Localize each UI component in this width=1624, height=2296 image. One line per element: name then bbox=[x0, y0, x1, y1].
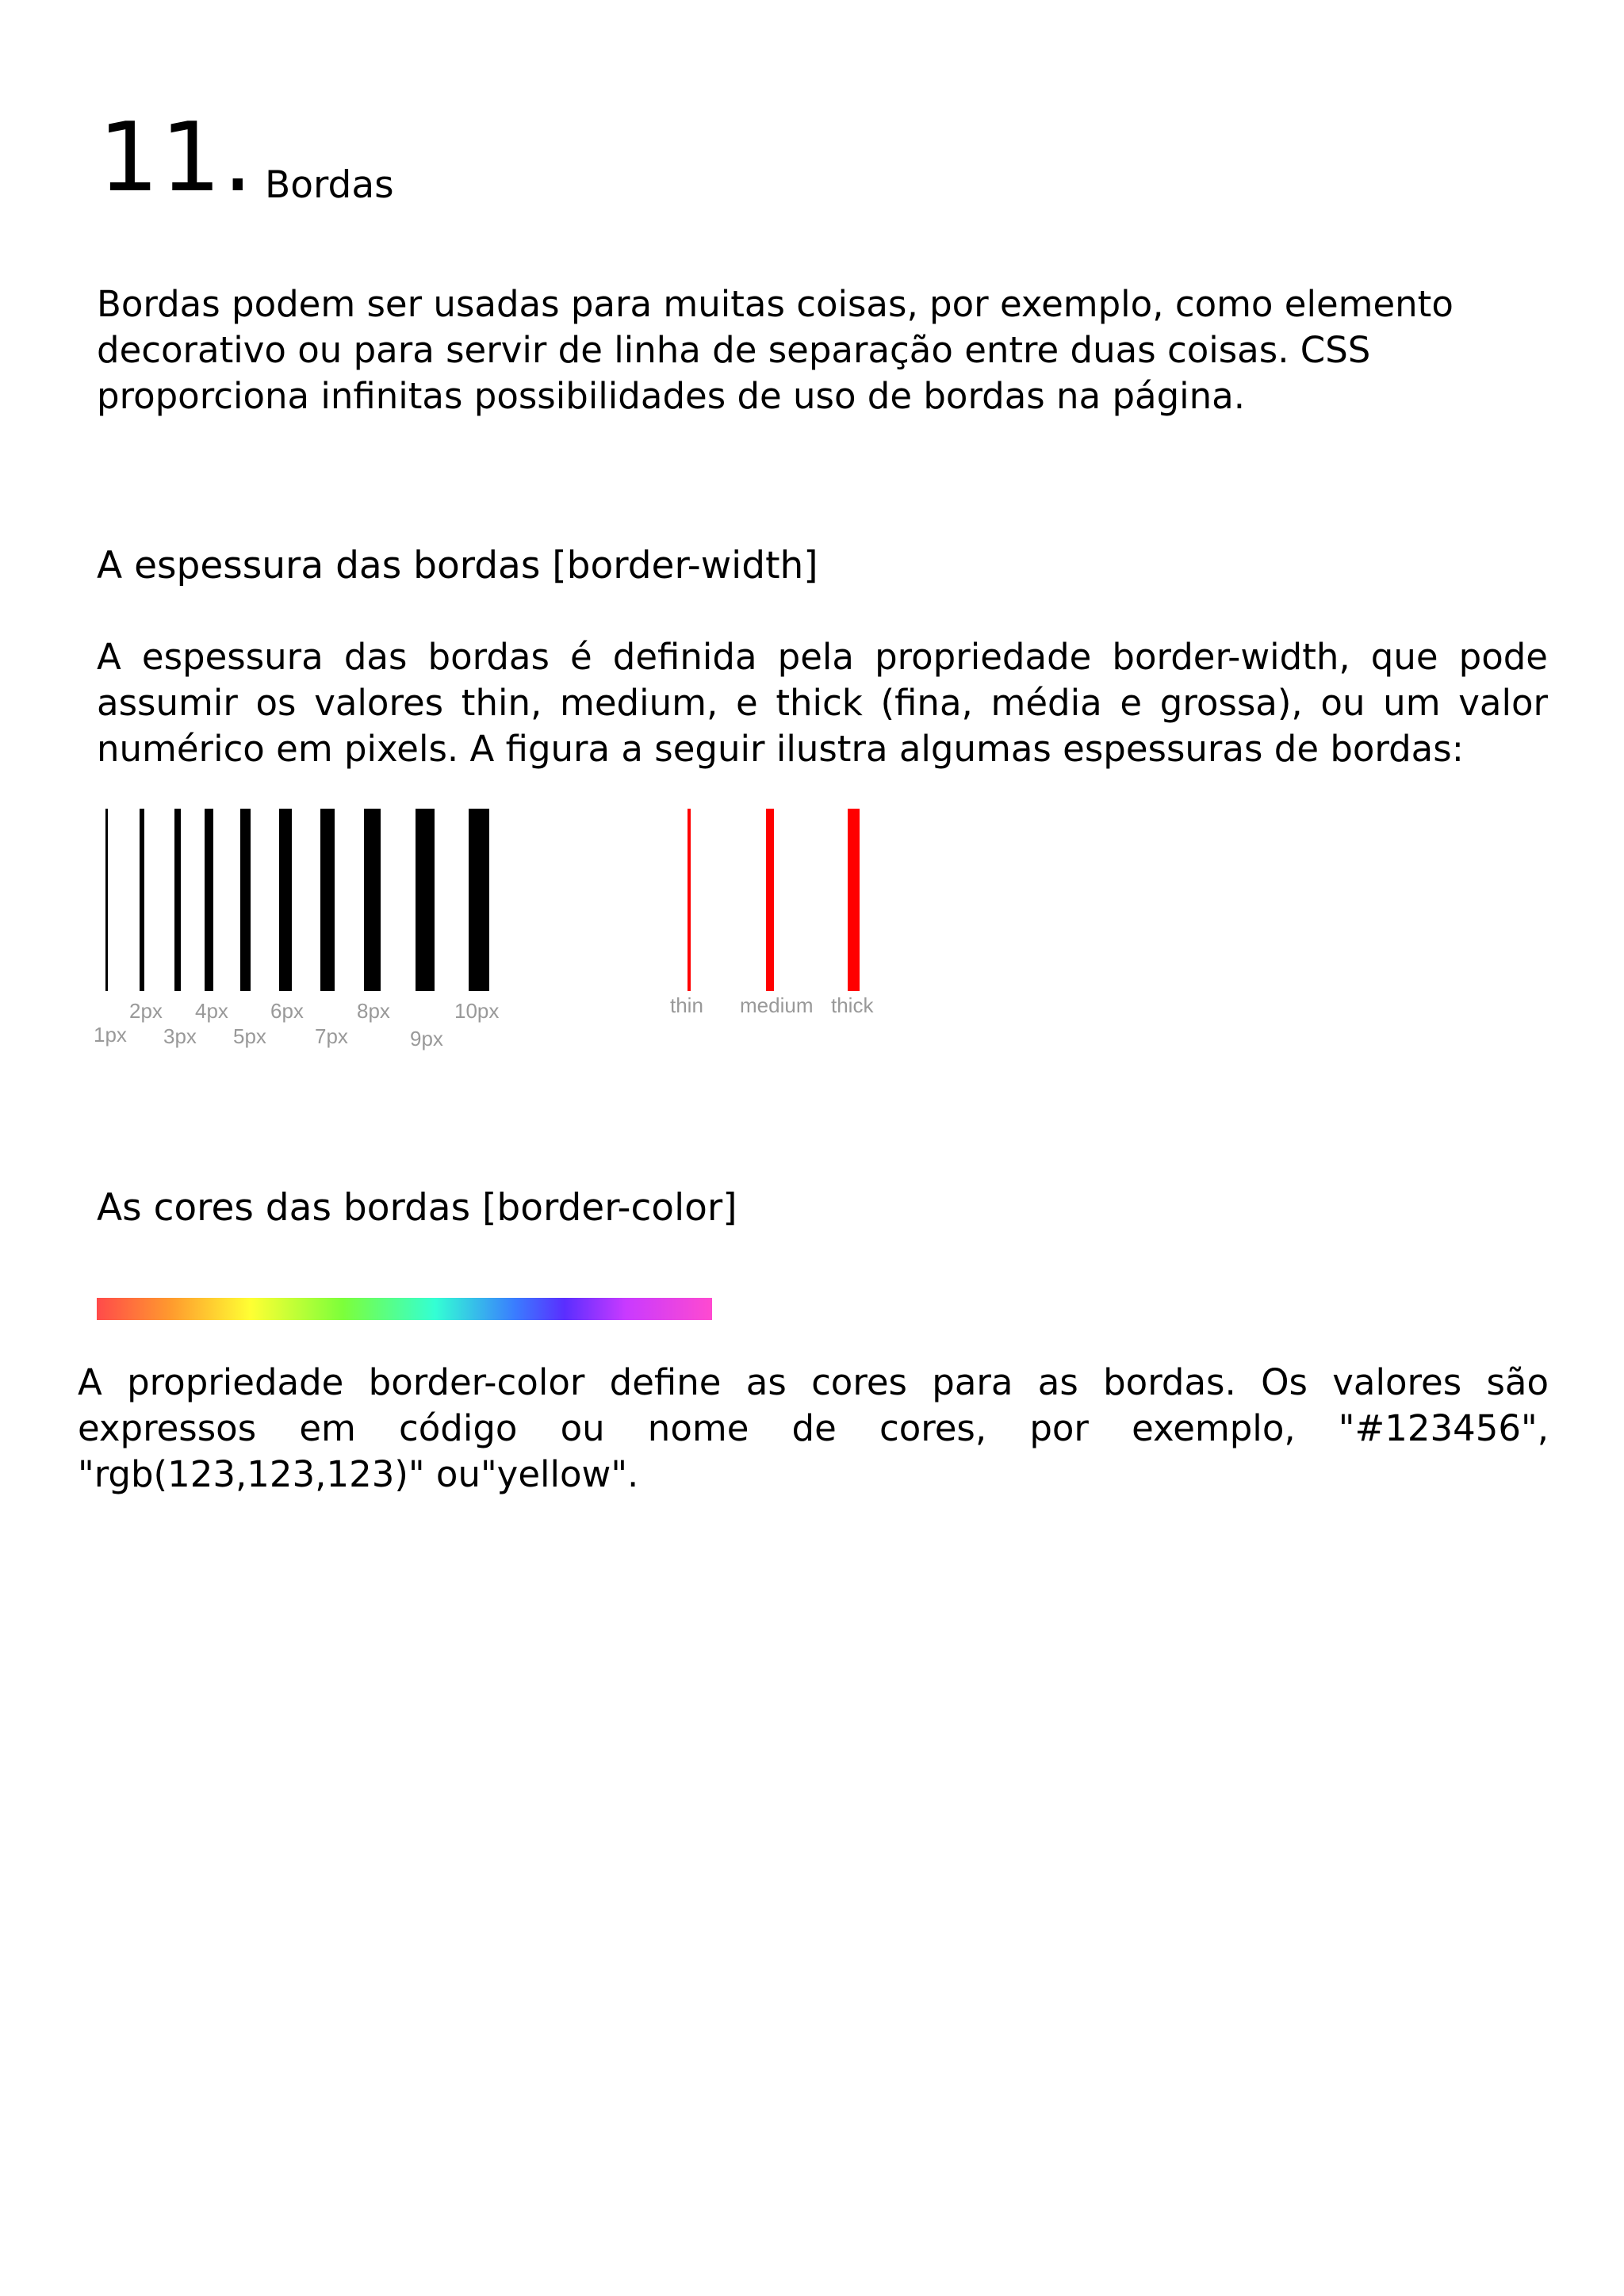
label-8px: 8px bbox=[357, 999, 390, 1023]
border-width-paragraph: A espessura das bordas é definida pela propriedade border-width, que pode assumir os valores thin, medium, e thick (fina, média e grossa), ou um valor numérico em pixels. A figura a seguir ilustra algumas espessuras de bordas: bbox=[97, 636, 1548, 770]
border-width-heading: A espessura das bordas [border-width] bbox=[97, 544, 818, 587]
label-4px: 4px bbox=[195, 999, 228, 1023]
label-5px: 5px bbox=[233, 1024, 266, 1048]
label-thin: thin bbox=[670, 993, 703, 1017]
bar-8px bbox=[364, 809, 381, 991]
label-10px: 10px bbox=[454, 999, 500, 1023]
bar-4px bbox=[205, 809, 213, 991]
bar-medium bbox=[766, 809, 774, 991]
intro-paragraph: Bordas podem ser usadas para muitas coisas, por exemplo, como elemento decorativo ou para servir de linha de separação entre duas coisas. CSS proporciona infinitas possibilidades de uso de bordas na página. bbox=[97, 283, 1454, 417]
chapter-number: 11. bbox=[98, 103, 255, 213]
label-3px: 3px bbox=[163, 1024, 197, 1048]
bar-10px bbox=[469, 809, 489, 991]
chapter-title: Bordas bbox=[265, 163, 394, 207]
bar-thick bbox=[848, 809, 860, 991]
label-1px: 1px bbox=[94, 1023, 127, 1047]
border-color-paragraph: A propriedade border-color define as cores para as bordas. Os valores são expressos em código ou nome de cores, por exemplo, "#123456", "rgb(123,123,123)" ou"yellow". bbox=[78, 1361, 1549, 1495]
label-medium: medium bbox=[740, 993, 814, 1017]
bar-6px bbox=[279, 809, 292, 991]
label-6px: 6px bbox=[270, 999, 304, 1023]
color-spectrum-bar bbox=[97, 1298, 712, 1320]
border-width-figure bbox=[87, 801, 888, 1062]
bar-1px bbox=[105, 809, 108, 991]
bar-2px bbox=[140, 809, 144, 991]
label-2px: 2px bbox=[129, 999, 163, 1023]
bar-9px bbox=[416, 809, 435, 991]
bar-7px bbox=[320, 809, 335, 991]
label-thick: thick bbox=[831, 993, 874, 1017]
bar-5px bbox=[240, 809, 251, 991]
label-7px: 7px bbox=[315, 1024, 348, 1048]
border-color-heading: As cores das bordas [border-color] bbox=[97, 1186, 737, 1230]
bar-3px bbox=[174, 809, 181, 991]
label-9px: 9px bbox=[410, 1027, 443, 1050]
bar-thin bbox=[688, 809, 691, 991]
